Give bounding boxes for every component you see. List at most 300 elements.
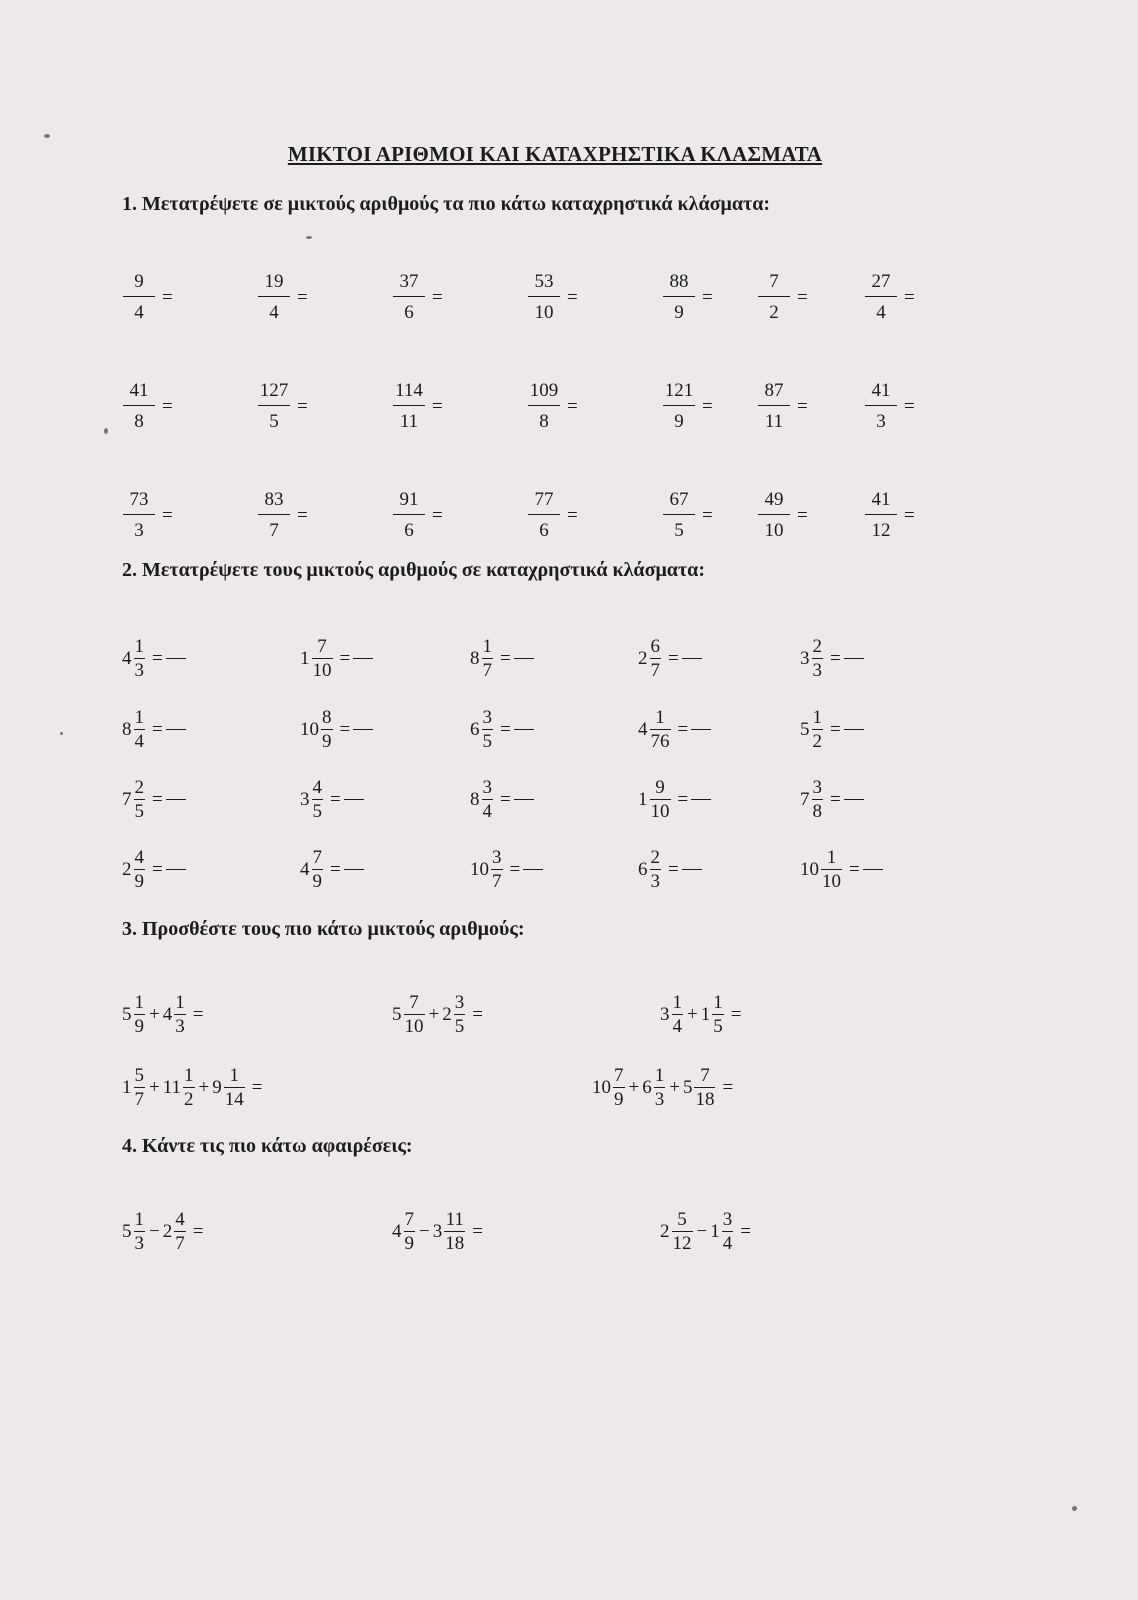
answer-blank bbox=[514, 658, 534, 659]
numerator: 19 bbox=[264, 271, 284, 292]
numerator: 7 bbox=[317, 636, 327, 657]
exercise-1 bbox=[757, 381, 808, 431]
numerator: 67 bbox=[669, 489, 689, 510]
whole-part: 4 bbox=[638, 719, 648, 740]
equals-sign: = bbox=[162, 504, 173, 526]
plus-sign: + bbox=[669, 1077, 680, 1098]
whole-part: 6 bbox=[470, 719, 480, 740]
equals-sign: = bbox=[162, 286, 173, 308]
equals-sign: = bbox=[192, 1221, 204, 1242]
mixed-number bbox=[800, 848, 843, 891]
denominator: 4 bbox=[672, 1016, 682, 1037]
fraction bbox=[694, 1066, 715, 1109]
numerator: 7 bbox=[769, 271, 779, 292]
answer-blank bbox=[844, 729, 864, 730]
equals-sign: = bbox=[162, 395, 173, 417]
denominator: 5 bbox=[312, 801, 322, 822]
answer-blank bbox=[166, 729, 186, 730]
fraction bbox=[758, 381, 790, 431]
denominator: 8 bbox=[812, 801, 822, 822]
mixed-number bbox=[800, 778, 824, 821]
answer-blank bbox=[514, 799, 534, 800]
exercise-2 bbox=[122, 708, 186, 751]
mixed-number bbox=[300, 778, 324, 821]
mixed-number bbox=[163, 993, 187, 1036]
exercise-1 bbox=[257, 381, 308, 431]
numerator: 73 bbox=[129, 489, 149, 510]
exercise-2 bbox=[638, 778, 711, 821]
answer-blank bbox=[682, 658, 702, 659]
fraction bbox=[393, 272, 425, 322]
equals-sign: = bbox=[849, 859, 860, 880]
denominator: 5 bbox=[454, 1016, 465, 1037]
mixed-number bbox=[470, 637, 494, 680]
equals-sign: = bbox=[730, 1004, 742, 1025]
whole-part: 7 bbox=[800, 789, 810, 810]
exercise-2 bbox=[800, 848, 883, 891]
numerator: 3 bbox=[454, 992, 465, 1013]
whole-part: 3 bbox=[660, 1004, 670, 1025]
answer-blank bbox=[844, 799, 864, 800]
equals-sign: = bbox=[152, 648, 163, 669]
minus-sign: − bbox=[149, 1221, 160, 1242]
exercise-2 bbox=[638, 848, 702, 891]
whole-part: 10 bbox=[300, 719, 319, 740]
whole-part: 4 bbox=[122, 648, 132, 669]
fraction bbox=[134, 708, 146, 751]
mixed-number bbox=[122, 778, 146, 821]
fraction bbox=[663, 272, 695, 322]
equals-sign: = bbox=[339, 719, 351, 740]
mixed-number bbox=[433, 1210, 467, 1253]
denominator: 7 bbox=[134, 1089, 144, 1110]
numerator: 2 bbox=[134, 777, 144, 798]
equals-sign: = bbox=[500, 719, 511, 740]
denominator: 10 bbox=[312, 660, 332, 681]
fraction bbox=[663, 490, 695, 540]
equals-sign: = bbox=[152, 859, 163, 880]
numerator: 4 bbox=[312, 777, 322, 798]
mixed-number bbox=[710, 1210, 734, 1253]
numerator: 9 bbox=[134, 271, 144, 292]
denominator: 4 bbox=[123, 296, 155, 322]
denominator: 9 bbox=[404, 1233, 414, 1254]
numerator: 7 bbox=[614, 1065, 624, 1086]
mixed-number bbox=[122, 848, 146, 891]
denominator: 12 bbox=[672, 1233, 692, 1254]
denominator: 4 bbox=[134, 731, 144, 752]
equals-sign: = bbox=[330, 789, 341, 810]
denominator: 18 bbox=[445, 1233, 465, 1254]
whole-part: 11 bbox=[162, 1077, 182, 1098]
equals-sign: = bbox=[677, 789, 689, 810]
fraction bbox=[812, 637, 824, 680]
exercise-1 bbox=[257, 490, 308, 540]
denominator: 9 bbox=[134, 871, 144, 892]
exercise-2 bbox=[470, 778, 534, 821]
exercise-1 bbox=[392, 272, 443, 322]
denominator: 18 bbox=[695, 1089, 715, 1110]
fraction bbox=[482, 708, 494, 751]
denominator: 5 bbox=[713, 1016, 723, 1037]
answer-blank bbox=[523, 869, 543, 870]
exercise-2 bbox=[300, 637, 373, 680]
fraction bbox=[258, 490, 290, 540]
numerator: 8 bbox=[322, 707, 332, 728]
fraction bbox=[123, 381, 155, 431]
whole-part: 3 bbox=[800, 648, 810, 669]
numerator: 88 bbox=[669, 271, 689, 292]
addition-exercise bbox=[122, 993, 203, 1036]
equals-sign: = bbox=[567, 395, 578, 417]
equals-sign: = bbox=[567, 504, 578, 526]
exercise-2 bbox=[300, 778, 364, 821]
numerator: 114 bbox=[395, 380, 423, 401]
exercise-2 bbox=[638, 708, 711, 751]
whole-part: 7 bbox=[122, 789, 132, 810]
denominator: 4 bbox=[258, 296, 290, 322]
mixed-number bbox=[122, 708, 146, 751]
exercise-1 bbox=[527, 272, 578, 322]
denominator: 7 bbox=[175, 1233, 185, 1254]
whole-part: 6 bbox=[642, 1077, 652, 1098]
minus-sign: − bbox=[419, 1221, 430, 1242]
equals-sign: = bbox=[152, 789, 163, 810]
mixed-number bbox=[122, 637, 146, 680]
whole-part: 4 bbox=[300, 859, 310, 880]
answer-blank bbox=[682, 869, 702, 870]
denominator: 7 bbox=[492, 871, 502, 892]
denominator: 9 bbox=[134, 1016, 144, 1037]
denominator: 3 bbox=[865, 405, 897, 431]
subtraction-exercise bbox=[122, 1210, 203, 1253]
numerator: 87 bbox=[764, 380, 784, 401]
paper-speck bbox=[44, 134, 50, 138]
exercise-1 bbox=[527, 381, 578, 431]
fraction bbox=[174, 993, 186, 1036]
numerator: 41 bbox=[871, 489, 891, 510]
equals-sign: = bbox=[297, 504, 308, 526]
mixed-number bbox=[638, 708, 672, 751]
mixed-number bbox=[638, 637, 662, 680]
numerator: 3 bbox=[812, 777, 822, 798]
denominator: 3 bbox=[654, 1089, 665, 1110]
equals-sign: = bbox=[797, 504, 808, 526]
exercise-2 bbox=[800, 778, 864, 821]
equals-sign: = bbox=[339, 648, 351, 669]
section-2-heading: 2. Μετατρέψετε τους μικτούς αριθμούς σε καταχρηστικά κλάσματα: bbox=[122, 559, 706, 581]
whole-part: 9 bbox=[212, 1077, 222, 1098]
numerator: 2 bbox=[650, 847, 660, 868]
fraction bbox=[491, 848, 503, 891]
exercise-1 bbox=[122, 381, 173, 431]
numerator: 7 bbox=[409, 992, 419, 1013]
numerator: 1 bbox=[482, 636, 492, 657]
numerator: 77 bbox=[534, 489, 554, 510]
fraction bbox=[482, 778, 494, 821]
fraction bbox=[404, 1210, 416, 1253]
numerator: 1 bbox=[713, 992, 723, 1013]
whole-part: 10 bbox=[470, 859, 489, 880]
addition-exercise bbox=[122, 1066, 262, 1109]
mixed-number bbox=[392, 993, 426, 1036]
numerator: 37 bbox=[399, 271, 419, 292]
section-1-heading: 1. Μετατρέψετε σε μικτούς αριθμούς τα πιο κάτω καταχρηστικά κλάσματα: bbox=[122, 193, 771, 215]
numerator: 1 bbox=[826, 847, 837, 868]
mixed-number bbox=[701, 993, 725, 1036]
whole-part: 3 bbox=[432, 1221, 443, 1242]
numerator: 1 bbox=[654, 1065, 665, 1086]
whole-part: 5 bbox=[122, 1004, 132, 1025]
exercise-1 bbox=[757, 490, 808, 540]
exercise-1 bbox=[864, 490, 915, 540]
numerator: 41 bbox=[129, 380, 149, 401]
numerator: 3 bbox=[722, 1209, 733, 1230]
exercise-2 bbox=[638, 637, 702, 680]
numerator: 7 bbox=[312, 847, 322, 868]
equals-sign: = bbox=[668, 648, 679, 669]
numerator: 1 bbox=[184, 1065, 194, 1086]
mixed-number bbox=[163, 1066, 196, 1109]
equals-sign: = bbox=[904, 504, 915, 526]
exercise-1 bbox=[757, 272, 808, 322]
whole-part: 5 bbox=[122, 1221, 132, 1242]
equals-sign: = bbox=[297, 395, 308, 417]
denominator: 6 bbox=[528, 514, 560, 540]
numerator: 49 bbox=[764, 489, 784, 510]
numerator: 121 bbox=[664, 380, 694, 401]
numerator: 4 bbox=[175, 1209, 185, 1230]
fraction bbox=[650, 778, 671, 821]
whole-part: 1 bbox=[300, 648, 310, 669]
whole-part: 2 bbox=[162, 1221, 173, 1242]
numerator: 4 bbox=[134, 847, 144, 868]
numerator: 1 bbox=[175, 992, 185, 1013]
whole-part: 2 bbox=[638, 648, 648, 669]
mixed-number bbox=[800, 708, 824, 751]
exercise-1 bbox=[257, 272, 308, 322]
numerator: 1 bbox=[134, 707, 144, 728]
exercise-2 bbox=[470, 848, 543, 891]
denominator: 3 bbox=[134, 1233, 144, 1254]
numerator: 1 bbox=[672, 992, 682, 1013]
fraction bbox=[134, 1210, 146, 1253]
exercise-2 bbox=[122, 637, 186, 680]
exercise-1 bbox=[864, 381, 915, 431]
equals-sign: = bbox=[509, 859, 521, 880]
denominator: 10 bbox=[404, 1016, 424, 1037]
numerator: 1 bbox=[134, 992, 144, 1013]
exercise-2 bbox=[800, 708, 864, 751]
fraction bbox=[865, 381, 897, 431]
exercise-2 bbox=[470, 637, 534, 680]
exercise-1 bbox=[392, 381, 443, 431]
exercise-1 bbox=[662, 272, 713, 322]
equals-sign: = bbox=[668, 859, 679, 880]
denominator: 5 bbox=[663, 514, 695, 540]
equals-sign: = bbox=[567, 286, 578, 308]
exercise-1 bbox=[122, 490, 173, 540]
fraction bbox=[722, 1210, 734, 1253]
denominator: 2 bbox=[184, 1089, 194, 1110]
fraction bbox=[865, 490, 897, 540]
denominator: 7 bbox=[258, 514, 290, 540]
denominator: 8 bbox=[123, 405, 155, 431]
fraction bbox=[134, 993, 146, 1036]
denominator: 5 bbox=[134, 801, 144, 822]
mixed-number bbox=[300, 708, 334, 751]
denominator: 2 bbox=[812, 731, 822, 752]
mixed-number bbox=[642, 1066, 666, 1109]
equals-sign: = bbox=[432, 504, 443, 526]
denominator: 9 bbox=[312, 871, 322, 892]
fraction bbox=[312, 778, 324, 821]
denominator: 5 bbox=[258, 405, 290, 431]
numerator: 11 bbox=[445, 1209, 464, 1230]
equals-sign: = bbox=[830, 789, 841, 810]
equals-sign: = bbox=[297, 286, 308, 308]
fraction bbox=[258, 381, 290, 431]
numerator: 9 bbox=[655, 777, 665, 798]
whole-part: 4 bbox=[392, 1221, 402, 1242]
plus-sign: + bbox=[687, 1004, 698, 1025]
equals-sign: = bbox=[472, 1004, 483, 1025]
mixed-number bbox=[470, 778, 494, 821]
answer-blank bbox=[166, 869, 186, 870]
denominator: 14 bbox=[224, 1089, 244, 1110]
exercise-1 bbox=[392, 490, 443, 540]
whole-part: 10 bbox=[800, 859, 819, 880]
denominator: 10 bbox=[758, 514, 790, 540]
fraction bbox=[174, 1210, 186, 1253]
exercise-2 bbox=[300, 848, 364, 891]
whole-part: 1 bbox=[122, 1077, 132, 1098]
denominator: 4 bbox=[482, 801, 492, 822]
fraction bbox=[444, 1210, 465, 1253]
equals-sign: = bbox=[677, 719, 689, 740]
equals-sign: = bbox=[797, 395, 808, 417]
fraction bbox=[393, 381, 425, 431]
exercise-1 bbox=[662, 490, 713, 540]
equals-sign: = bbox=[251, 1077, 263, 1098]
denominator: 10 bbox=[650, 801, 670, 822]
fraction bbox=[672, 1210, 693, 1253]
numerator: 6 bbox=[650, 636, 660, 657]
whole-part: 1 bbox=[700, 1004, 711, 1025]
fraction bbox=[312, 848, 324, 891]
fraction bbox=[134, 1066, 146, 1109]
equals-sign: = bbox=[904, 286, 915, 308]
fraction bbox=[654, 1066, 666, 1109]
fraction bbox=[404, 993, 425, 1036]
fraction bbox=[134, 778, 146, 821]
numerator: 41 bbox=[871, 380, 891, 401]
equals-sign: = bbox=[702, 395, 713, 417]
mixed-number bbox=[122, 1066, 146, 1109]
section-4-heading: 4. Κάντε τις πιο κάτω αφαιρέσεις: bbox=[122, 1135, 413, 1157]
exercise-2 bbox=[122, 848, 186, 891]
whole-part: 8 bbox=[122, 719, 132, 740]
equals-sign: = bbox=[192, 1004, 204, 1025]
fraction bbox=[821, 848, 842, 891]
addition-exercise bbox=[592, 1066, 733, 1109]
numerator: 1 bbox=[812, 707, 822, 728]
equals-sign: = bbox=[702, 286, 713, 308]
exercise-1 bbox=[122, 272, 173, 322]
equals-sign: = bbox=[702, 504, 713, 526]
denominator: 3 bbox=[175, 1016, 185, 1037]
paper-speck bbox=[60, 732, 63, 735]
fraction bbox=[528, 381, 560, 431]
whole-part: 8 bbox=[470, 648, 480, 669]
answer-blank bbox=[166, 799, 186, 800]
denominator: 10 bbox=[822, 871, 841, 892]
whole-part: 2 bbox=[122, 859, 132, 880]
mixed-number bbox=[470, 848, 504, 891]
equals-sign: = bbox=[500, 789, 511, 810]
whole-part: 10 bbox=[592, 1077, 611, 1098]
fraction bbox=[482, 637, 494, 680]
numerator: 3 bbox=[482, 707, 492, 728]
answer-blank bbox=[344, 869, 364, 870]
fraction bbox=[712, 993, 724, 1036]
mixed-number bbox=[638, 778, 672, 821]
fraction bbox=[663, 381, 695, 431]
fraction bbox=[123, 272, 155, 322]
equals-sign: = bbox=[472, 1221, 483, 1242]
exercise-2 bbox=[800, 637, 864, 680]
fraction bbox=[865, 272, 897, 322]
whole-part: 8 bbox=[470, 789, 480, 810]
equals-sign: = bbox=[830, 648, 841, 669]
fraction bbox=[758, 272, 790, 322]
fraction bbox=[528, 272, 560, 322]
answer-blank bbox=[514, 729, 534, 730]
numerator: 7 bbox=[700, 1065, 710, 1086]
denominator: 12 bbox=[865, 514, 897, 540]
whole-part: 2 bbox=[660, 1221, 670, 1242]
exercise-2 bbox=[300, 708, 373, 751]
mixed-number bbox=[163, 1210, 187, 1253]
numerator: 1 bbox=[655, 707, 665, 728]
minus-sign: − bbox=[696, 1221, 708, 1242]
mixed-number bbox=[800, 637, 824, 680]
fraction bbox=[650, 848, 662, 891]
numerator: 3 bbox=[492, 847, 502, 868]
fraction bbox=[321, 708, 333, 751]
numerator: 91 bbox=[399, 489, 419, 510]
mixed-number bbox=[122, 1210, 146, 1253]
denominator: 6 bbox=[393, 514, 425, 540]
plus-sign: + bbox=[198, 1077, 210, 1098]
whole-part: 5 bbox=[800, 719, 810, 740]
fraction bbox=[123, 490, 155, 540]
paper-speck bbox=[306, 236, 312, 239]
denominator: 7 bbox=[650, 660, 660, 681]
exercise-1 bbox=[864, 272, 915, 322]
section-3-heading: 3. Προσθέστε τους πιο κάτω μικτούς αριθμούς: bbox=[122, 918, 525, 940]
numerator: 3 bbox=[482, 777, 492, 798]
mixed-number bbox=[592, 1066, 626, 1109]
subtraction-exercise bbox=[660, 1210, 751, 1253]
numerator: 83 bbox=[264, 489, 284, 510]
equals-sign: = bbox=[500, 648, 511, 669]
whole-part: 5 bbox=[392, 1004, 402, 1025]
denominator: 2 bbox=[758, 296, 790, 322]
denominator: 3 bbox=[812, 660, 822, 681]
fraction bbox=[454, 993, 466, 1036]
numerator: 2 bbox=[812, 636, 822, 657]
